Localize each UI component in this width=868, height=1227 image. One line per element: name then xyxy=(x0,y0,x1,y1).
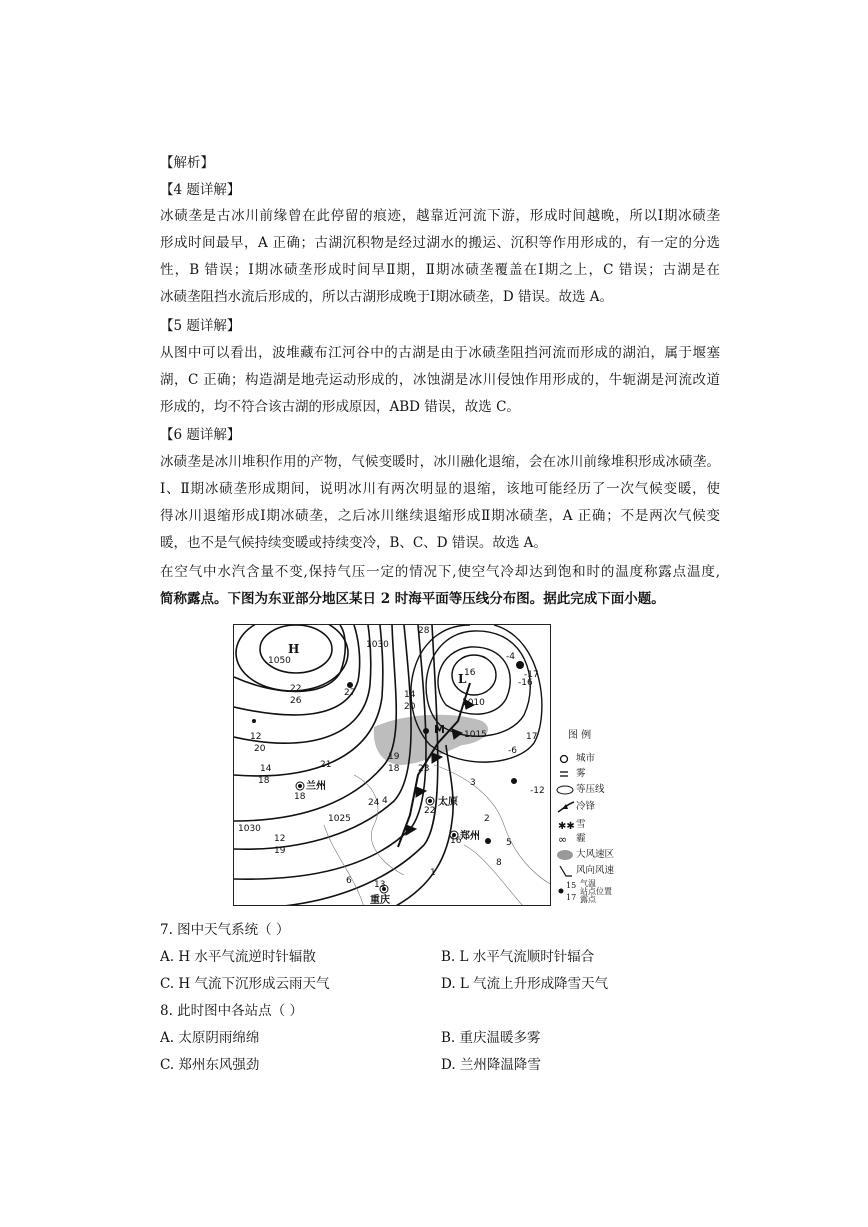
legend-label: 大风速区 xyxy=(576,849,615,860)
intro-line: 简称露点。下图为东亚部分地区某日 2 时海平面等压线分布图。据此完成下面小题。 xyxy=(160,591,665,607)
station-number: 19 xyxy=(274,846,286,856)
station-number: 22 xyxy=(424,806,436,816)
snow-icon xyxy=(556,818,576,832)
legend-label: 霾 xyxy=(576,833,586,844)
analysis-header: 【解析】 xyxy=(160,155,214,171)
station-label-temp: 气温 xyxy=(580,879,596,888)
legend-label: 等压线 xyxy=(576,784,605,795)
isobar-value: 1010 xyxy=(462,698,485,708)
station-number: 2 xyxy=(484,814,490,824)
city-label: 太原 xyxy=(438,797,458,808)
city-label: 重庆 xyxy=(370,895,390,906)
station-dew: 17 xyxy=(566,893,577,902)
station-number: 1 xyxy=(430,868,436,878)
q6-header: 【6 题详解】 xyxy=(160,427,241,443)
isobar-map-drawing xyxy=(234,625,551,906)
station-number: 4 xyxy=(382,796,388,806)
legend-title: 图 例 xyxy=(568,730,592,741)
station-number: 16 xyxy=(450,836,462,846)
station-number: 23 xyxy=(418,764,430,774)
station-number: -6 xyxy=(508,746,517,756)
station-number: 26 xyxy=(290,696,302,706)
q7-option-a[interactable]: A. H 水平气流逆时针辐散 xyxy=(160,949,316,965)
isobar-icon xyxy=(556,783,576,797)
station-number: -16 xyxy=(518,678,533,688)
station-number: -4 xyxy=(506,652,515,662)
legend-item xyxy=(556,864,616,878)
legend-item xyxy=(556,832,616,846)
svg-text:∞: ∞ xyxy=(558,833,568,846)
station-number: 18 xyxy=(388,764,400,774)
station-temp: 15 xyxy=(566,881,577,890)
fog-icon xyxy=(556,767,576,781)
q5-line: 形成的，均不符合该古湖的形成原因，ABD 错误，故选 C。 xyxy=(160,399,520,415)
legend-station-model xyxy=(556,880,616,906)
q4-line: 性，B 错误；Ⅰ期冰碛垄形成时间早Ⅱ期，Ⅱ期冰碛垄覆盖在Ⅰ期之上，C 错误；古湖是在 xyxy=(160,262,720,278)
legend-item xyxy=(556,752,616,766)
isobar-value: 1015 xyxy=(464,730,487,740)
q4-header: 【4 题详解】 xyxy=(160,182,241,198)
q7-option-b[interactable]: B. L 水平气流顺时针辐合 xyxy=(441,949,595,965)
legend-item xyxy=(556,767,616,781)
legend-label: 风向风速 xyxy=(576,865,615,876)
legend-label: 城市 xyxy=(576,753,596,764)
station-number: 13 xyxy=(374,880,386,890)
station-number: 21 xyxy=(320,760,332,770)
station-number: -12 xyxy=(530,786,545,796)
legend-label: 雪 xyxy=(576,819,586,830)
intro-line: 在空气中水汽含量不变,保持气压一定的情况下,使空气冷却达到饱和时的温度称露点温度, xyxy=(160,564,720,580)
high-pressure-label: H xyxy=(288,642,300,656)
station-number: 19 xyxy=(388,752,400,762)
legend-label: 冷锋 xyxy=(576,801,596,812)
station-number: 24 xyxy=(368,798,380,808)
legend-item xyxy=(556,800,616,814)
wind-barb-icon xyxy=(556,864,576,878)
legend-item xyxy=(556,848,616,862)
low-pressure-label: L xyxy=(458,672,467,686)
q8-option-a[interactable]: A. 太原阴雨绵绵 xyxy=(160,1030,260,1046)
station-number: 14 xyxy=(260,764,272,774)
isobar-value: 1030 xyxy=(238,824,261,834)
legend-item xyxy=(556,783,616,797)
isobar-value: 1050 xyxy=(268,656,291,666)
station-number: 18 xyxy=(258,776,270,786)
svg-text:✱✱: ✱✱ xyxy=(558,821,575,832)
station-number: 22 xyxy=(290,684,302,694)
station-label-pos: 站点位置 xyxy=(580,887,612,896)
isobar-value: 1030 xyxy=(366,640,389,650)
city-label: 郑州 xyxy=(460,831,480,842)
station-number: 5 xyxy=(506,838,512,848)
legend-item xyxy=(556,818,616,832)
map-legend xyxy=(556,726,616,906)
station-number: 17 xyxy=(526,732,538,742)
station-number: 8 xyxy=(496,858,502,868)
station-number: 20 xyxy=(254,744,266,754)
station-label-dew: 露点 xyxy=(580,895,596,904)
station-number: 6 xyxy=(346,876,352,886)
station-number: 16 xyxy=(464,668,476,678)
station-number: 27 xyxy=(344,688,356,698)
q6-line: 暖，也不是气候持续变暖或持续变冷，B、C、D 错误。故选 A。 xyxy=(160,535,547,551)
q8-option-d[interactable]: D. 兰州降温降雪 xyxy=(441,1057,541,1073)
q5-header: 【5 题详解】 xyxy=(160,318,241,334)
q7-stem: 7. 图中天气系统（ ） xyxy=(160,922,290,938)
q4-line: 冰碛垄阻挡水流后形成的，所以古湖形成晚于Ⅰ期冰碛垄，D 错误。故选 A。 xyxy=(160,289,613,305)
cold-front-icon xyxy=(556,800,576,814)
q6-line: Ⅰ、Ⅱ期冰碛垄形成期间，说明冰川有两次明显的退缩，该地可能经历了一次气候变暖，使 xyxy=(160,481,720,497)
gale-area-icon xyxy=(556,848,576,862)
station-number: 18 xyxy=(294,792,306,802)
q7-option-c[interactable]: C. H 气流下沉形成云雨天气 xyxy=(160,976,330,992)
station-number: 20 xyxy=(404,702,416,712)
q5-line: 湖，C 正确；构造湖是地壳运动形成的，冰蚀湖是冰川侵蚀作用形成的，牛轭湖是河流改道 xyxy=(160,372,720,388)
q4-line: 冰碛垄是古冰川前缘曾在此停留的痕迹，越靠近河流下游，形成时间越晚，所以Ⅰ期冰碛垄 xyxy=(160,208,720,224)
station-number: -17 xyxy=(524,670,539,680)
q8-option-b[interactable]: B. 重庆温暖多雾 xyxy=(441,1030,541,1046)
q5-line: 从图中可以看出，波堆藏布江河谷中的古湖是由于冰碛垄阻挡河流而形成的湖泊，属于堰塞 xyxy=(160,345,720,361)
q6-line: 得冰川退缩形成Ⅰ期冰碛垄，之后冰川继续退缩形成Ⅱ期冰碛垄，A 正确；不是两次气候变 xyxy=(160,508,720,524)
q8-option-c[interactable]: C. 郑州东风强劲 xyxy=(160,1057,260,1073)
q8-stem: 8. 此时图中各站点（ ） xyxy=(160,1003,303,1019)
station-dot-icon xyxy=(556,886,566,896)
station-number: 3 xyxy=(470,778,476,788)
station-number: 12 xyxy=(274,834,286,844)
isobar-value: 1025 xyxy=(328,814,351,824)
station-number: 12 xyxy=(250,732,262,742)
haze-icon xyxy=(556,832,576,846)
isobar-map xyxy=(233,624,551,906)
station-number: 28 xyxy=(418,626,430,636)
m-point-label: M xyxy=(434,723,445,736)
q6-line: 冰碛垄是冰川堆积作用的产物，气候变暖时，冰川融化退缩，会在冰川前缘堆积形成冰碛垄。 xyxy=(160,454,720,470)
city-icon xyxy=(556,752,576,766)
q4-line: 形成时间最早，A 正确；古湖沉积物是经过湖水的搬运、沉积等作用形成的，有一定的分选 xyxy=(160,235,720,251)
legend-label: 雾 xyxy=(576,768,586,779)
q7-option-d[interactable]: D. L 气流上升形成降雪天气 xyxy=(441,976,609,992)
station-number: 14 xyxy=(404,690,416,700)
city-label: 兰州 xyxy=(306,781,326,792)
